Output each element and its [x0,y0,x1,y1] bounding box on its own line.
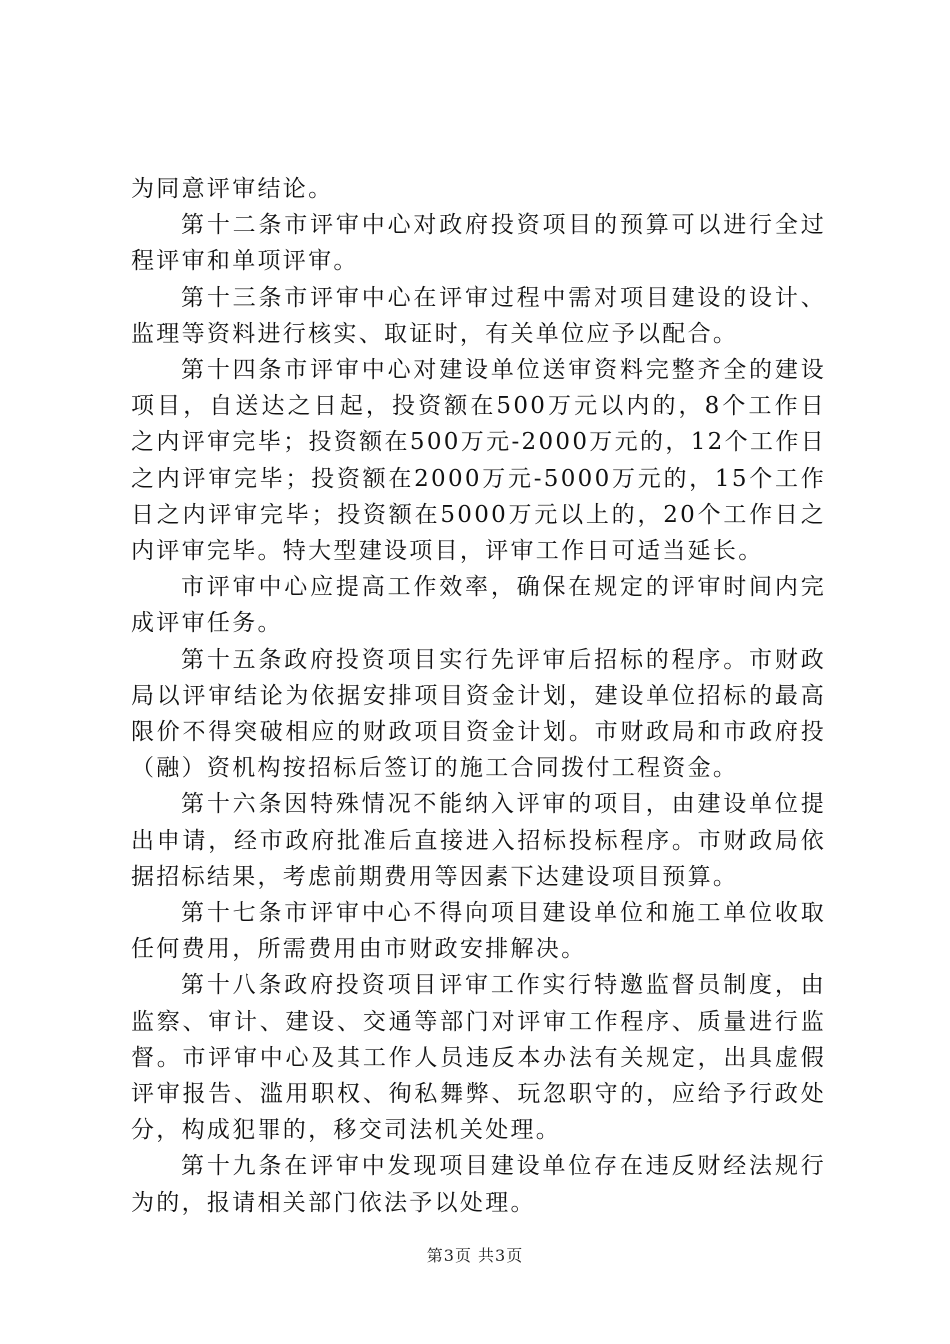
paragraph-article-14: 第十四条市评审中心对建设单位送审资料完整齐全的建设项目，自送达之日起，投资额在500万元以内的，8个工作日之内评审完毕；投资额在500万元-2000万元的，12个工作日之内评审完毕；投资额在2000万元-5000万元的，15个工作日之内评审完毕；投资额在5000万元以上的，20个工作日之内评审完毕。特大型建设项目，评审工作日可适当延长。 [131,357,826,565]
paragraph-article-19: 第十九条在评审中发现项目建设单位存在违反财经法规行为的，报请相关部门依法予以处理。 [131,1153,826,1216]
page-number-footer: 第3页 共3页 [426,1246,524,1265]
paragraph-article-17: 第十七条市评审中心不得向项目建设单位和施工单位收取任何费用，所需费用由市财政安排解决。 [131,900,826,963]
paragraph-1: 为同意评审结论。 [131,176,334,202]
paragraph-article-13: 第十三条市评审中心在评审过程中需对项目建设的设计、监理等资料进行核实、取证时，有关单位应予以配合。 [131,284,826,347]
paragraph-article-12: 第十二条市评审中心对政府投资项目的预算可以进行全过程评审和单项评审。 [131,212,826,275]
paragraph-article-15: 第十五条政府投资项目实行先评审后招标的程序。市财政局以评审结论为依据安排项目资金计划，建设单位招标的最高限价不得突破相应的财政项目资金计划。市财政局和市政府投（融）资机构按招标后签订的施工合同拨付工程资金。 [131,646,826,782]
paragraph-efficiency: 市评审中心应提高工作效率，确保在规定的评审时间内完成评审任务。 [131,574,826,637]
document-body [131,171,826,1221]
paragraph-article-16: 第十六条因特殊情况不能纳入评审的项目，由建设单位提出申请，经市政府批准后直接进入招标投标程序。市财政局依据招标结果，考虑前期费用等因素下达建设项目预算。 [131,791,826,890]
paragraph-article-18: 第十八条政府投资项目评审工作实行特邀监督员制度，由监察、审计、建设、交通等部门对评审工作程序、质量进行监督。市评审中心及其工作人员违反本办法有关规定，出具虚假评审报告、滥用职权、徇私舞弊、玩忽职守的，应给予行政处分，构成犯罪的，移交司法机关处理。 [131,972,826,1144]
